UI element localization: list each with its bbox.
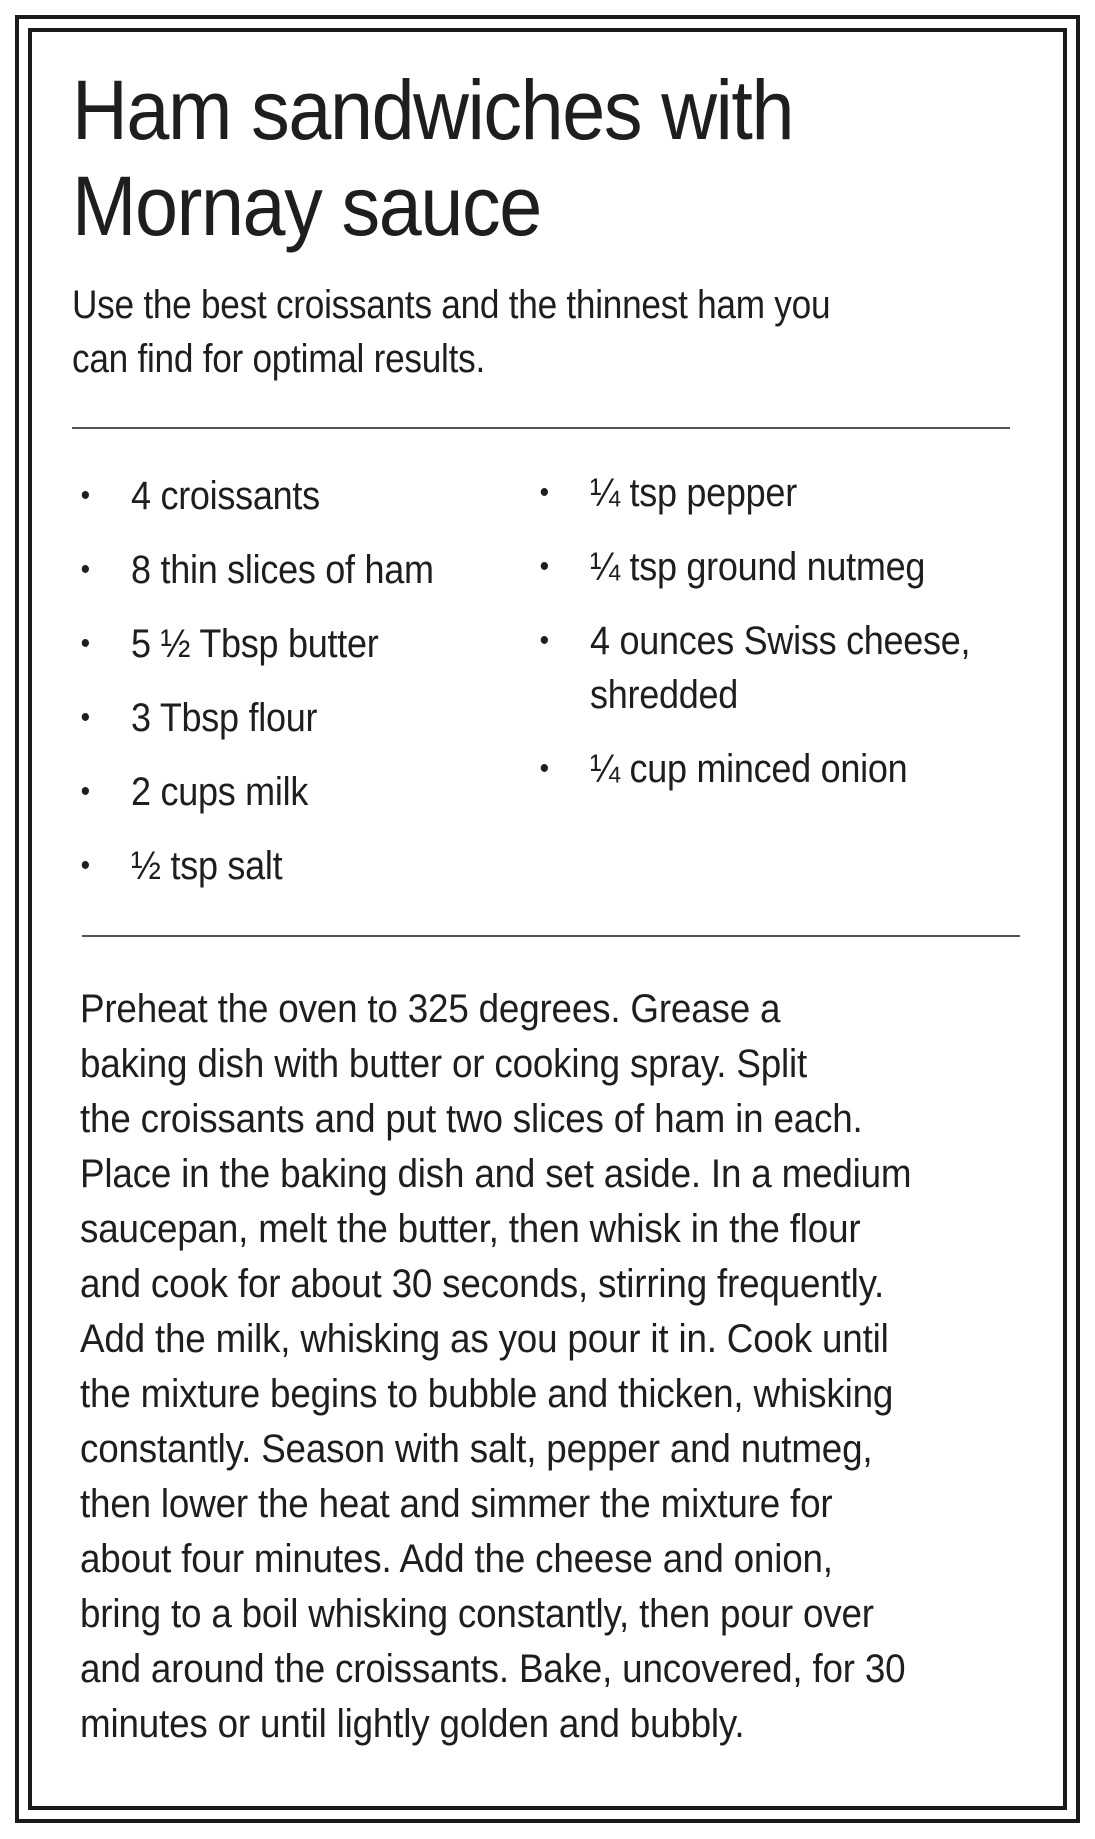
title-line: Ham sandwiches with — [72, 63, 794, 157]
ingredient-item: • 2 cups milk — [86, 765, 482, 819]
recipe-title — [72, 62, 955, 254]
ingredients-list-left — [86, 469, 526, 913]
method-line: Preheat the oven to 325 degrees. Grease a — [80, 987, 781, 1031]
method-line: then lower the heat and simmer the mixture for — [80, 1482, 833, 1526]
title-line: Mornay sauce — [72, 159, 541, 253]
method-line: the croissants and put two slices of ham in each. — [80, 1097, 863, 1141]
ingredient-item: • 4 croissants — [86, 469, 482, 523]
method-line: bring to a boil whisking constantly, then pour over — [80, 1592, 874, 1636]
ingredient-item: • ½ tsp salt — [86, 839, 482, 893]
method-line: about four minutes. Add the cheese and onion, — [80, 1537, 833, 1581]
ingredient-item: • 4 ounces Swiss cheese, shredded — [545, 614, 986, 722]
intro-line: Use the best croissants and the thinnest ham you — [72, 283, 831, 327]
recipe-intro — [72, 278, 917, 386]
divider-bottom — [82, 935, 1020, 937]
divider-top — [72, 427, 1010, 429]
ingredient-item: • 8 thin slices of ham — [86, 543, 482, 597]
method-line: Place in the baking dish and set aside. In a medium — [80, 1152, 912, 1196]
ingredient-item: • ¼ tsp ground nutmeg — [545, 540, 1013, 594]
method-line: baking dish with butter or cooking spray. Split — [80, 1042, 808, 1086]
ingredients-list-right — [545, 466, 1065, 816]
ingredient-item: • 3 Tbsp flour — [86, 691, 482, 745]
method-line: saucepan, melt the butter, then whisk in the flour — [80, 1207, 861, 1251]
method-line: and cook for about 30 seconds, stirring frequently. — [80, 1262, 885, 1306]
ingredient-item: • ¼ cup minced onion — [545, 742, 1013, 796]
recipe-method — [80, 982, 1046, 1752]
method-line: minutes or until lightly golden and bubbly. — [80, 1702, 745, 1746]
intro-line: can find for optimal results. — [72, 337, 485, 381]
ingredient-item: • ¼ tsp pepper — [545, 466, 1013, 520]
method-line: the mixture begins to bubble and thicken, whisking — [80, 1372, 894, 1416]
method-line: Add the milk, whisking as you pour it in. Cook until — [80, 1317, 889, 1361]
ingredient-item: • 5 ½ Tbsp butter — [86, 617, 482, 671]
method-line: constantly. Season with salt, pepper and nutmeg, — [80, 1427, 873, 1471]
method-line: and around the croissants. Bake, uncovered, for 30 — [80, 1647, 906, 1691]
